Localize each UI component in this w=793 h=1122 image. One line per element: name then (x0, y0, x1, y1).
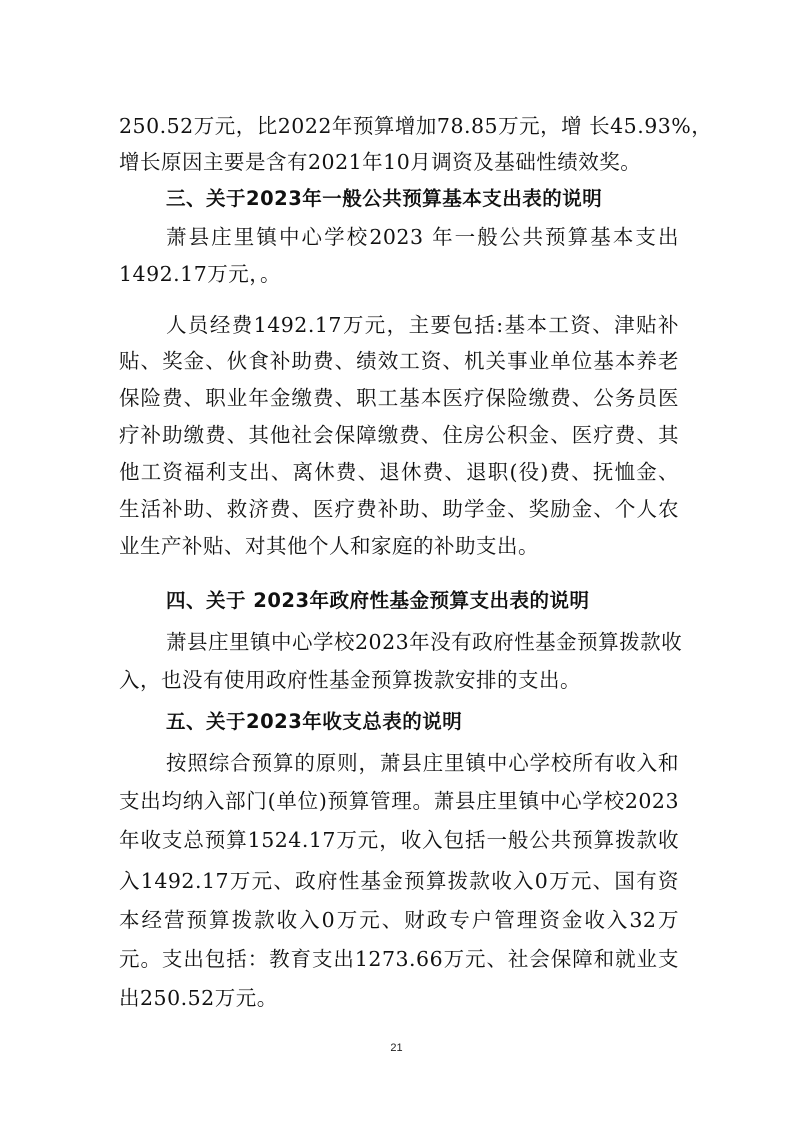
text-line: 按照综合预算的原则，萧县庄里镇中心学校所有收入和 (166, 751, 679, 775)
text-line: 保险费、职业年金缴费、职工基本医疗保险缴费、公务员医 (119, 386, 679, 410)
text-line: 业生产补贴、对其他个人和家庭的补助支出。 (119, 534, 539, 558)
text-line: 1492.17万元，。 (119, 262, 282, 286)
text-line: 本经营预算拨款收入0万元、财政专户管理资金收入32万 (119, 908, 679, 932)
section-heading: 五、关于2023年收支总表的说明 (166, 710, 463, 733)
section-heading: 三、关于2023年一般公共预算基本支出表的说明 (166, 187, 603, 210)
text-line: 250.52万元，比2022年预算增加78.85万元，增 长45.93%， (119, 114, 713, 138)
text-line: 萧县庄里镇中心学校2023年没有政府性基金预算拨款收 (166, 630, 683, 654)
text-line: 元。支出包括：教育支出1273.66万元、社会保障和就业支 (119, 947, 679, 971)
section-heading: 四、关于 2023年政府性基金预算支出表的说明 (166, 589, 590, 612)
text-line: 年收支总预算1524.17万元，收入包括一般公共预算拨款收 (119, 828, 679, 852)
text-line: 生活补助、救济费、医疗费补助、助学金、奖励金、个人农 (119, 497, 679, 521)
text-line: 萧县庄里镇中心学校2023 年一般公共预算基本支出 (166, 225, 679, 249)
text-line: 疗补助缴费、其他社会保障缴费、住房公积金、医疗费、其 (119, 423, 679, 447)
text-line: 他工资福利支出、离休费、退休费、退职(役)费、抚恤金、 (119, 460, 679, 484)
text-line: 入1492.17万元、政府性基金预算拨款收入0万元、国有资 (119, 869, 679, 893)
text-line: 入，也没有使用政府性基金预算拨款安排的支出。 (119, 668, 581, 692)
text-line: 出250.52万元。 (119, 986, 278, 1010)
text-line: 人员经费1492.17万元，主要包括:基本工资、津贴补 (166, 313, 679, 337)
page-number: 21 (390, 1042, 403, 1054)
text-line: 增长原因主要是含有2021年10月调资及基础性绩效奖。 (119, 150, 642, 174)
text-line: 支出均纳入部门(单位)预算管理。萧县庄里镇中心学校2023 (119, 789, 679, 813)
text-line: 贴、奖金、伙食补助费、绩效工资、机关事业单位基本养老 (119, 349, 679, 373)
